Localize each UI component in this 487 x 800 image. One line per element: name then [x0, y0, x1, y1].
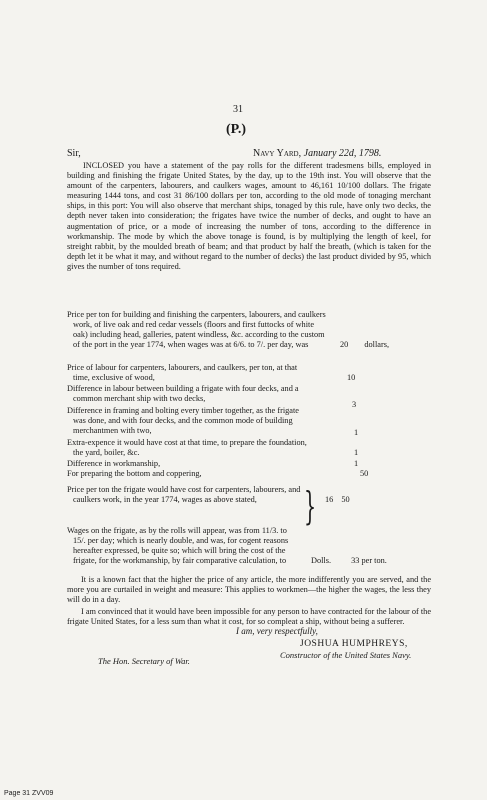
line-item-text: Extra-expence it would have cost at that time, to prepare the foundation, the yard, boiler, &c. [67, 438, 307, 458]
line-item [67, 384, 431, 409]
line-item-unit: dollars, [364, 340, 390, 349]
addressee: The Hon. Secretary of War. [98, 656, 190, 666]
line-item-text: For preparing the bottom and coppering, [67, 469, 202, 478]
signature-title: Constructor of the United States Navy. [280, 650, 412, 660]
brace-glyph: } [304, 484, 317, 528]
line-item-cents: 50 [360, 469, 369, 478]
line-item-text: Price per ton for building and finishing the carpenters, labourers, and caulkers work, of live oak and red cedar vessels (floors and first futtocks of white oak) including head, galleries, patent windless, &c. according to the custom of the port in the year 1774, when wages was at 6/6. to 7/. per day, was [67, 310, 326, 350]
line-item-dollars: 1 [354, 448, 359, 457]
page-footer: Page 31 ZVV09 [4, 790, 54, 797]
paragraph: It is a known fact that the higher the price of any article, the more indifferently you are served, and the more you are curtailed in weight and measure: This applies to workmen—the higher the wages, the less they will do in a day. [67, 575, 431, 605]
intro-paragraph: INCLOSED you have a statement of the pay rolls for the different tradesmens bills, employed in building and finishing the frigate United States, by the day, up to the 19th inst. You will observe that the amount of the carpenters, labourers, and caulkers wages, amount to 46,161 10/100 dollars. The frigate measuring 1444 tons, and cost 31 86/100 dollars per ton, according to the old mode of tonaging merchant ships, in this port: You will also observe that merchant ships, tonaged by this rule, have only two decks, the depth never taken into consideration; the frigates have twice the number of decks, and ought to have an augmentation of price, or a mode of increasing the number of tons, according to the difference in workmanship. The mode by which the above tonage is found, is by multiplying the length of keel, for streight rabbit, by the moulded breath of beam; and that product by half the breath, (which is taken for the depth let it be what it may, and without regard to the number of decks) the last product divided by 95, which gives the number of tons required. [67, 161, 431, 271]
line-item-text: Price of labour for carpenters, labourers, and caulkers, per ton, at that time, exclusive of wood, [67, 363, 298, 383]
line-item-dollars: 20 [340, 340, 349, 349]
total-item [67, 485, 431, 505]
line-item [67, 406, 431, 436]
signature: JOSHUA HUMPHREYS, [300, 639, 408, 649]
dateline-place: Navy Yard, [253, 148, 302, 159]
salutation: Sir, [67, 148, 81, 159]
total-item-dollars: 16 [325, 495, 334, 504]
total-item-value [325, 495, 350, 505]
line-item-text: Difference in labour between building a frigate with four decks, and a common merchant ship with two decks, [67, 384, 299, 404]
line-item-dollars: 10 [347, 373, 356, 382]
wages-item-value [311, 556, 387, 566]
intro-paragraph-block [67, 161, 431, 272]
line-item [67, 459, 431, 469]
line-item [67, 310, 431, 350]
line-item-dollars: 1 [354, 428, 359, 437]
closing: I am, very respectfully, [236, 626, 318, 636]
line-item-dollars: 1 [354, 459, 359, 468]
line-item [67, 363, 431, 383]
section-title: (P.) [226, 122, 247, 137]
dateline [253, 148, 381, 159]
wages-item [67, 526, 431, 566]
paragraph: I am convinced that it would have been impossible for any person to have contracted for the labour of the frigate United States, for a less sum than what it cost, for so compleat a ship, without being a sufferer. [67, 607, 431, 627]
wages-item-unit: per ton. [361, 556, 387, 565]
line-item [67, 438, 431, 458]
line-item-text: Difference in workmanship, [67, 459, 161, 468]
wages-item-number: 33 [351, 556, 360, 565]
line-item-text: Difference in framing and bolting every timber together, as the frigate was done, and with four decks, and the common mode of building merchantmen with two, [67, 406, 299, 436]
line-item [67, 469, 431, 479]
page-number: 31 [233, 104, 243, 115]
wages-item-label: Dolls. [311, 556, 332, 565]
line-item-dollars: 3 [352, 400, 357, 409]
dateline-date: January 22d, 1798. [303, 148, 382, 159]
line-item-value [340, 340, 389, 350]
total-item-text: Price per ton the frigate would have cost for carpenters, labourers, and caulkers work, in the year 1774, wages as above stated, [67, 485, 301, 505]
total-item-cents: 50 [341, 495, 350, 504]
wages-item-text: Wages on the frigate, as by the rolls will appear, was from 11/3. to 15/. per day; which is nearly double, and was, for cogent reasons hereafter expressed, be quite so; which will bring the cost of the frigate, for the workmanship, by fair comparative calculation, to [67, 526, 289, 566]
